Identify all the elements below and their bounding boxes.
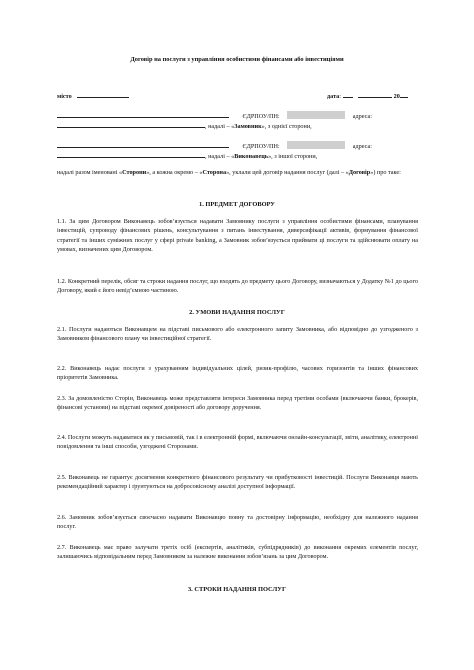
party1-prefix: , надалі – « [205,123,235,130]
party2-address-label: адреса: [352,143,372,150]
intro-text-1: надалі разом іменовані « [57,169,123,176]
year-prefix: 20 [393,93,400,100]
party1-name-blank[interactable] [57,110,229,118]
section-1-heading: 1. ПРЕДМЕТ ДОГОВОРУ [199,201,275,208]
party2-edrpou-field[interactable] [287,141,345,149]
date-row: дата: 20 [327,90,408,101]
paragraph-2-3: 2.3. За домовленістю Сторін, Виконавець може представляти інтереси Замовника перед третіми особами (включаючи банки, брокерів, фінансові установи) на підставі окремої довіреності або договору доручення. [57,395,418,412]
party1-suffix: », з однієї сторони, [261,123,312,130]
party1-address-blank[interactable] [57,120,205,128]
intro-contract: Договір [348,169,371,176]
date-label: дата [327,93,340,100]
paragraph-2-6: 2.6. Замовник зобов’язується своєчасно надавати Виконавцю повну та достовірну інформацію, необхідну для належного надання послуг. [57,514,418,531]
paragraph-1-2: 1.2. Конкретний перелік, обсяг та строки надання послуг, що входять до предмету цього Договору, визначаються у Додатку №1 до цього Договору, який є його невід’ємною частиною. [57,278,418,295]
paragraph-2-4: 2.4. Послуги можуть надаватися як у письмовій, так і в електронній формі, включаючи онлайн-консультації, звіти, аналітику, електронні повідомлення та інші способи, узгоджені Сторонами. [57,434,418,451]
intro-paragraph [57,168,418,177]
party2-name-blank[interactable] [57,140,229,148]
city-label: місто [57,93,72,100]
section-2-heading: 2. УМОВИ НАДАННЯ ПОСЛУГ [189,309,285,316]
party1-line2 [57,120,312,131]
intro-party: Сторона [202,169,227,176]
document-title: Договір на послуги з управління особистими фінансами або інвестиціями [130,56,344,63]
city-row [57,90,129,101]
paragraph-2-1: 2.1. Послуги надаються Виконавцем на підставі письмового або електронного запиту Замовника, або відповідно до узгодженого з Замовником фінансового плану чи інвестиційної стратегії. [57,326,418,343]
party2-address-blank[interactable] [57,150,205,158]
date-year-blank[interactable] [400,90,408,98]
paragraph-2-5: 2.5. Виконавець не гарантує досягнення конкретного фінансового результату чи прибутковості інвестицій. Послуги Виконавця мають рекомендаційний характер і ґрунтуються на добросовісному аналізі доступної інформації. [57,474,418,491]
party2-edrpou-label: ЄДРПОУ/ПН: [242,143,280,150]
paragraph-1-1: 1.1. За цим Договором Виконавець зобов’язується надавати Замовнику послуги з управління особистими фінансами, планування інвестицій, супроводу фінансових рішень, консультування з питань інвестування, диверсифікації активів, формування фінансової стратегії та інших суміжних послуг у сфері private banking, а Замовник зобов’язується приймати ці послуги та здійснювати оплату на умовах, визначених цим Договором. [57,218,418,254]
party2-suffix: », з іншої сторони, [268,153,318,160]
party2-prefix: , надалі – « [205,153,235,160]
date-day-blank[interactable] [343,90,353,98]
intro-parties: Сторони [122,169,147,176]
intro-text-3: », уклали цей договір надання послуг (далі – « [226,169,349,176]
section-3-heading: 3. СТРОКИ НАДАННЯ ПОСЛУГ [187,586,287,593]
party1-role: Замовник [234,123,262,130]
paragraph-2-7: 2.7. Виконавець має право залучати третіх осіб (експертів, аналітиків, субпідрядників) до виконання окремих елементів послуг, залишаючись відповідальним перед Замовником за належне виконання зобов’язань за цим Договором. [57,544,418,561]
date-month-blank[interactable] [358,90,392,98]
city-blank[interactable] [77,90,129,98]
party1-address-label: адреса: [352,113,372,120]
party1-edrpou-field[interactable] [287,111,345,119]
party1-edrpou-label: ЄДРПОУ/ПН: [242,113,280,120]
intro-text-2: », а кожна окремо – « [146,169,203,176]
party2-line2 [57,150,317,161]
intro-text-4: ») про таке: [370,169,401,176]
party2-role: Виконавець [234,153,269,160]
paragraph-2-2: 2.2. Виконавець надає послуги з урахуванням індивідуальних цілей, ризик-профілю, часових горизонтів та інших фінансових пріоритетів Замовника. [57,365,418,382]
